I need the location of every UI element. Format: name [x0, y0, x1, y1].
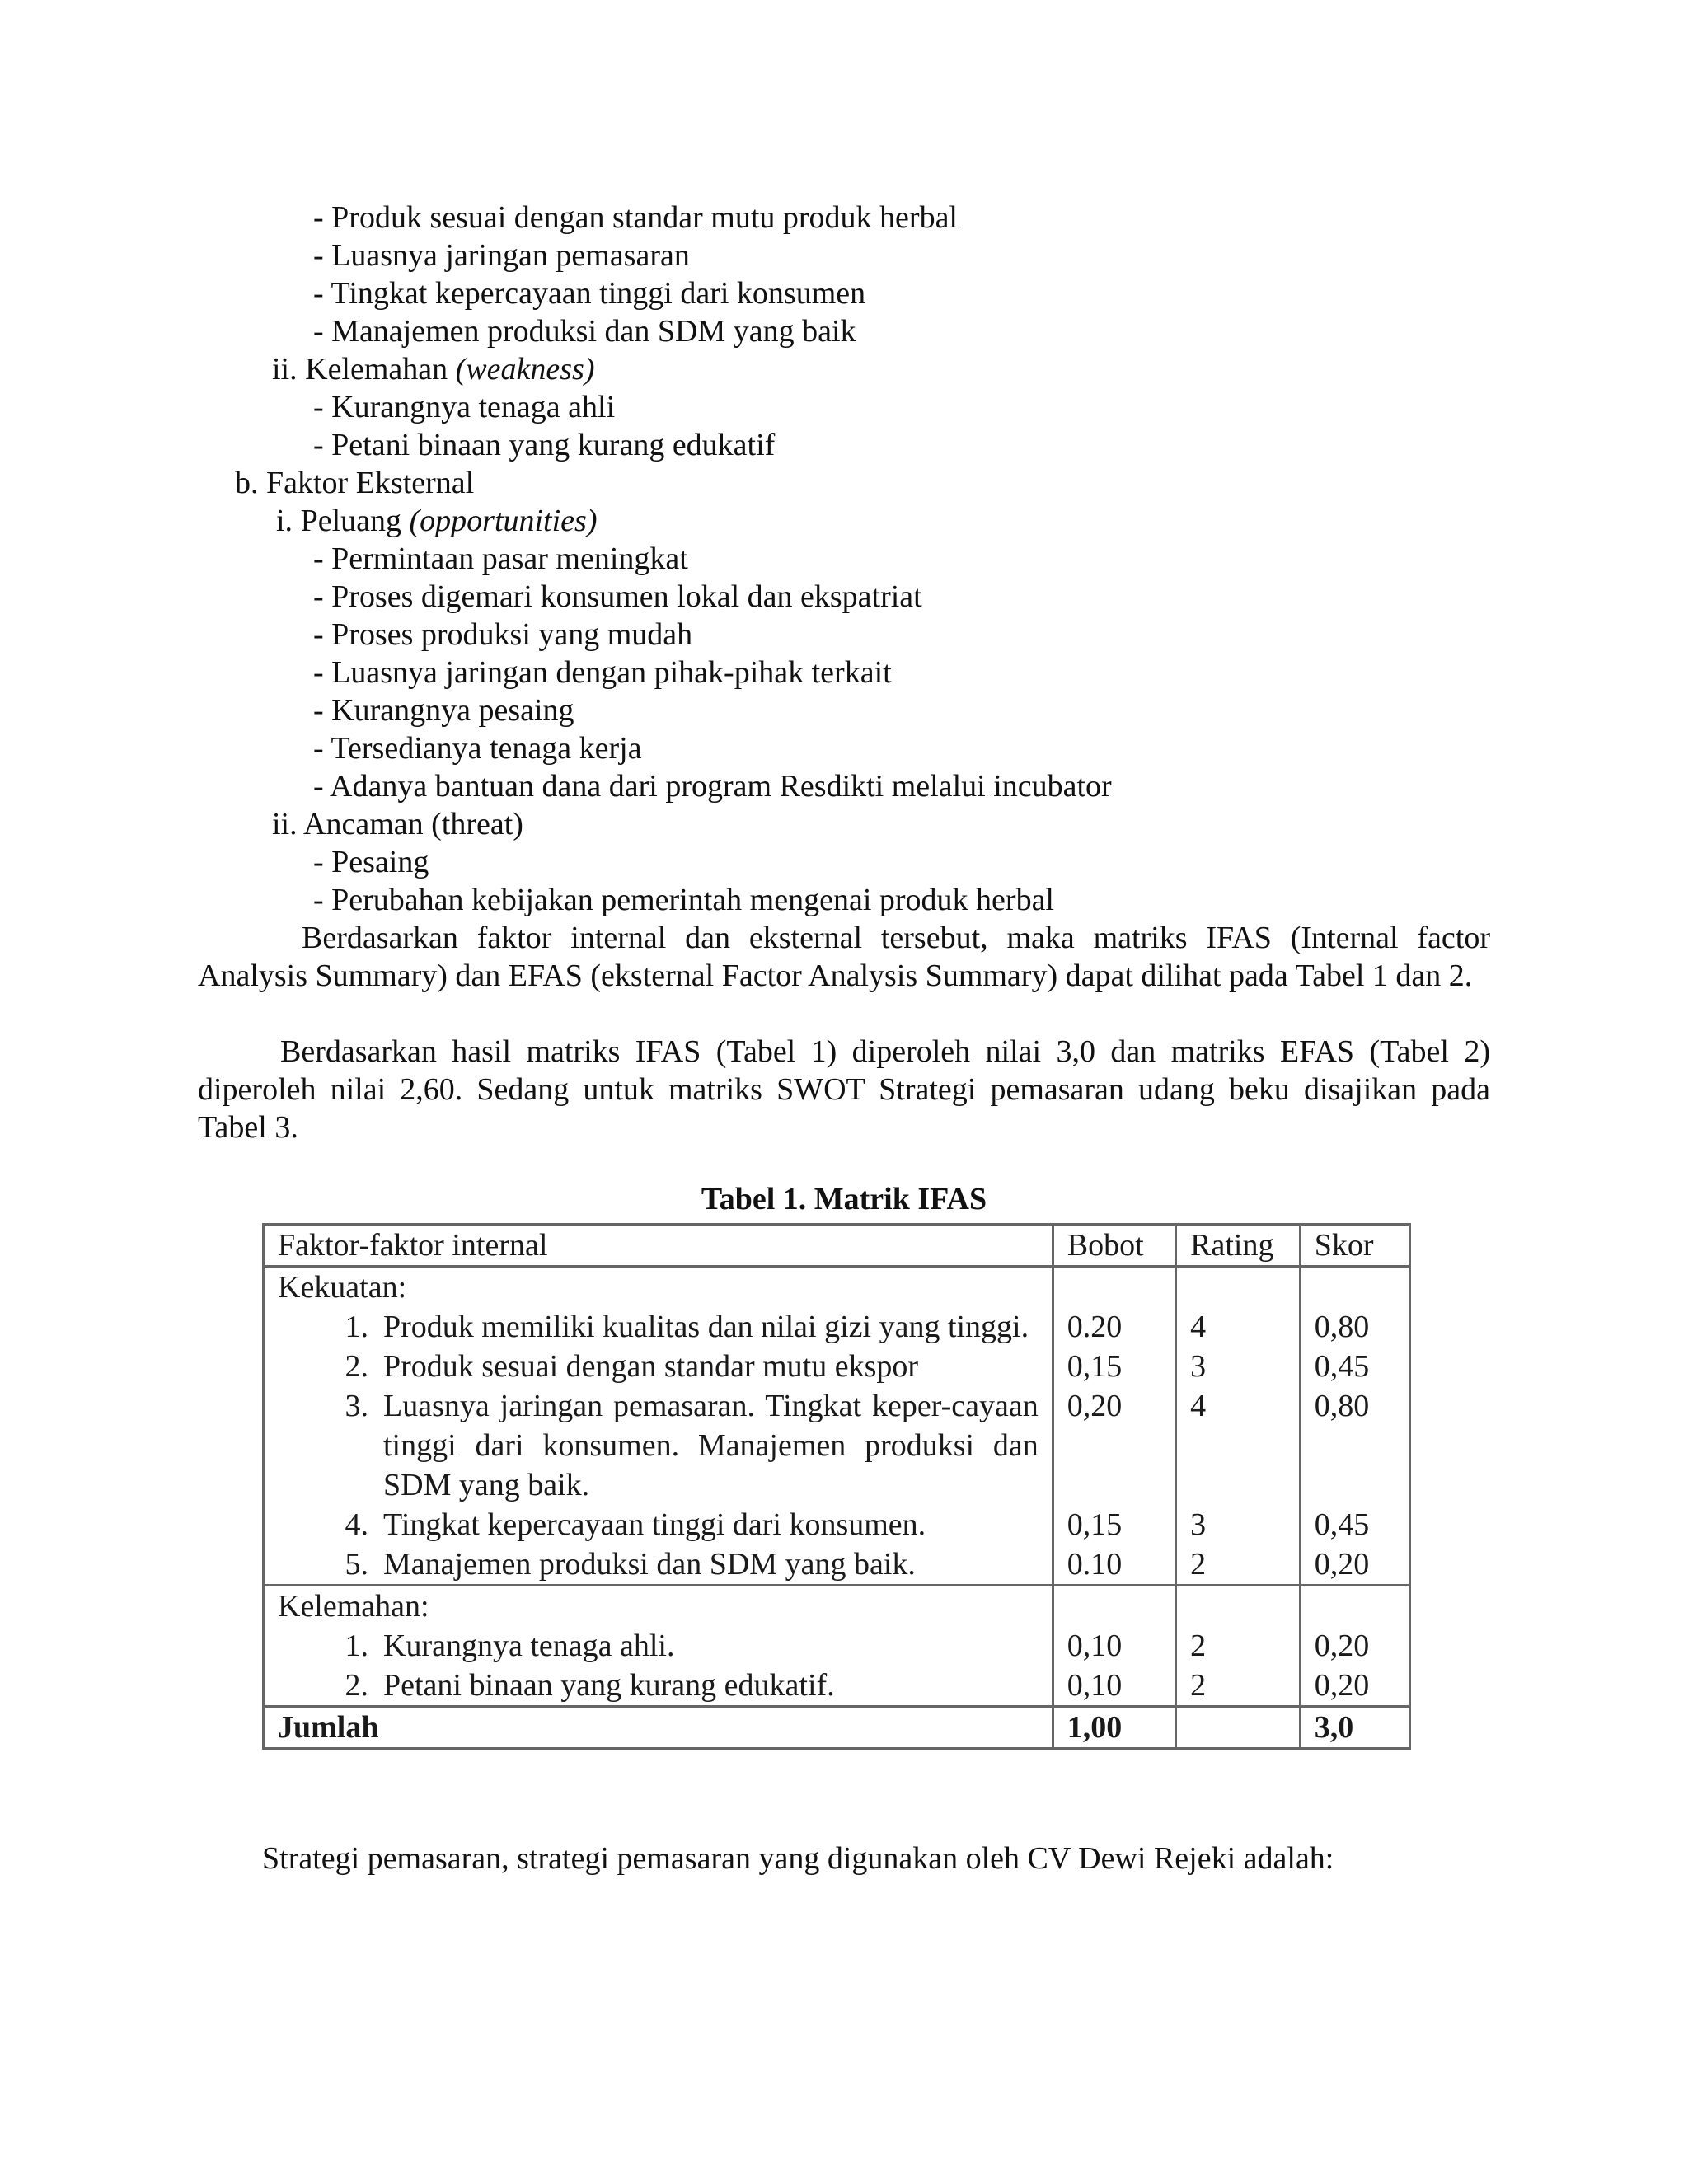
total-bobot: 1,00: [1053, 1707, 1175, 1749]
bobot-cell: 0,20: [1053, 1386, 1175, 1505]
rating-cell: 3: [1176, 1347, 1301, 1386]
bobot-cell: 0,10: [1053, 1666, 1175, 1707]
row-text: Tingkat kepercayaan tinggi dari konsumen.: [383, 1507, 926, 1542]
strategy-line: Strategi pemasaran, strategi pemasaran yang digunakan oleh CV Dewi Rejeki adalah:: [262, 1841, 1334, 1876]
total-row: [264, 1707, 1410, 1749]
list-item: - Kurangnya tenaga ahli: [313, 390, 616, 424]
numeral: ii.: [272, 352, 298, 387]
row-text: Kurangnya tenaga ahli.: [383, 1629, 675, 1663]
paragraph-text: Berdasarkan faktor internal dan eksternal tersebut, maka matriks IFAS (Internal factor Analysis Summary) dan EFAS (eksternal Factor Analysis Summary) dapat dilihat pada Tabel 1 dan 2.: [198, 921, 1490, 993]
bobot-cell: 0,15: [1053, 1347, 1175, 1386]
total-label: Jumlah: [264, 1707, 1053, 1749]
row-number: 2.: [345, 1349, 368, 1384]
section-label: Kelemahan:: [264, 1586, 1053, 1627]
list-item: - Tersedianya tenaga kerja: [313, 731, 642, 766]
table-row: [264, 1626, 1410, 1666]
row-text: Petani binaan yang kurang edukatif.: [383, 1668, 835, 1703]
row-text: Luasnya jaringan pemasaran. Tingkat keper-cayaan tinggi dari konsumen. Manajemen produksi dan SDM yang baik.: [383, 1389, 1039, 1502]
rating-cell: 2: [1176, 1544, 1301, 1586]
row-number: 1.: [345, 1629, 368, 1663]
table-row: [264, 1505, 1410, 1544]
header-cell: Skor: [1300, 1225, 1409, 1267]
list-item: - Adanya bantuan dana dari program Resdikti melalui incubator: [313, 769, 1112, 804]
list-item: - Tingkat kepercayaan tinggi dari konsumen: [313, 276, 866, 311]
row-number: 5.: [345, 1547, 368, 1582]
rating-cell: 2: [1176, 1626, 1301, 1666]
row-text: Manajemen produksi dan SDM yang baik.: [383, 1547, 916, 1582]
skor-cell: 0,80: [1300, 1386, 1409, 1505]
table-title: Tabel 1. Matrik IFAS: [701, 1182, 987, 1216]
heading-label: Faktor Eksternal: [266, 466, 475, 500]
table-row: [264, 1307, 1410, 1347]
table-row: [264, 1666, 1410, 1707]
row-number: 1.: [345, 1310, 368, 1344]
row-number: 4.: [345, 1507, 368, 1542]
threats-heading: [272, 805, 523, 843]
heading-italic: (opportunities): [409, 504, 598, 538]
list-item: - Luasnya jaringan dengan pihak-pihak terkait: [313, 655, 892, 690]
list-item: - Produk sesuai dengan standar mutu produk herbal: [313, 200, 958, 235]
skor-cell: 0,20: [1300, 1666, 1409, 1707]
list-item: - Perubahan kebijakan pemerintah mengenai produk herbal: [313, 883, 1054, 917]
section-row-weakness: [264, 1586, 1410, 1627]
rating-cell: 4: [1176, 1386, 1301, 1505]
list-item: - Permintaan pasar meningkat: [313, 541, 688, 576]
paragraph-1: [198, 919, 1490, 995]
table-header-row: [264, 1225, 1410, 1267]
table-row: [264, 1544, 1410, 1586]
list-item: - Proses digemari konsumen lokal dan ekspatriat: [313, 579, 922, 614]
heading-label: Ancaman (threat): [303, 807, 523, 841]
row-text: Produk memiliki kualitas dan nilai gizi yang tinggi.: [383, 1310, 1029, 1344]
opportunities-heading: [276, 502, 597, 540]
bobot-cell: 0,15: [1053, 1505, 1175, 1544]
list-item: - Proses produksi yang mudah: [313, 617, 693, 652]
row-number: 3.: [345, 1389, 368, 1423]
row-text: Produk sesuai dengan standar mutu ekspor: [383, 1349, 919, 1384]
header-cell: Rating: [1176, 1225, 1301, 1267]
list-item: - Petani binaan yang kurang edukatif: [313, 428, 776, 462]
skor-cell: 0,80: [1300, 1307, 1409, 1347]
ifas-table: [262, 1223, 1411, 1750]
rating-cell: 3: [1176, 1505, 1301, 1544]
skor-cell: 0,45: [1300, 1505, 1409, 1544]
total-skor: 3,0: [1300, 1707, 1409, 1749]
letter: b.: [235, 466, 259, 500]
numeral: ii.: [272, 807, 298, 841]
heading-label: Kelemahan: [305, 352, 456, 387]
list-item: - Manajemen produksi dan SDM yang baik: [313, 314, 856, 349]
paragraph-2: [198, 1033, 1490, 1146]
numeral: i.: [276, 504, 293, 538]
bobot-cell: 0,10: [1053, 1626, 1175, 1666]
heading-label: Peluang: [300, 504, 410, 538]
paragraph-text: Berdasarkan hasil matriks IFAS (Tabel 1) diperoleh nilai 3,0 dan matriks EFAS (Tabel 2) diperoleh nilai 2,60. Sedang untuk matriks SWOT Strategi pemasaran udang beku disajikan pada Tabel 3.: [198, 1034, 1490, 1145]
bobot-cell: 0.10: [1053, 1544, 1175, 1586]
section-label: Kekuatan:: [264, 1267, 1053, 1308]
rating-cell: 4: [1176, 1307, 1301, 1347]
list-item: - Luasnya jaringan pemasaran: [313, 238, 690, 273]
skor-cell: 0,45: [1300, 1347, 1409, 1386]
bobot-cell: 0.20: [1053, 1307, 1175, 1347]
total-rating: [1176, 1707, 1301, 1749]
table-row: [264, 1386, 1410, 1505]
list-item: - Pesaing: [313, 845, 429, 879]
section-row-strengths: [264, 1267, 1410, 1308]
header-cell: Faktor-faktor internal: [264, 1225, 1053, 1267]
skor-cell: 0,20: [1300, 1544, 1409, 1586]
list-item: - Kurangnya pesaing: [313, 693, 574, 728]
external-heading: [235, 464, 474, 502]
skor-cell: 0,20: [1300, 1626, 1409, 1666]
weakness-heading: [272, 350, 595, 388]
row-number: 2.: [345, 1668, 368, 1703]
rating-cell: 2: [1176, 1666, 1301, 1707]
heading-italic: (weakness): [455, 352, 595, 387]
table-row: [264, 1347, 1410, 1386]
header-cell: Bobot: [1053, 1225, 1175, 1267]
